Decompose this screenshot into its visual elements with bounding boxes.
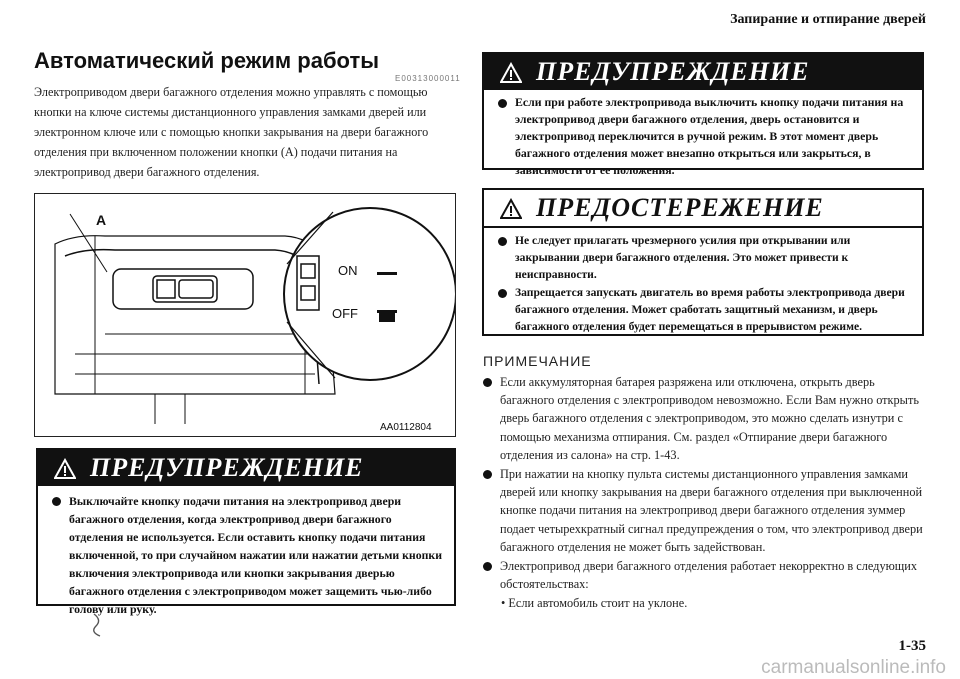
note-text: Если аккумуляторная батарея разряжена или отключена, открыть дверь багажного отделения с электроприводом невозможно. Если Вам нужно открыть дверь багажного отделения с электроприводом, это можно сделать изнутри с помощью механизма отпирания. См. раздел «Отпирание двери багажного отделения из салона» на стр. 1-43.: [500, 375, 919, 462]
bullet-icon: [498, 99, 507, 108]
bullet-icon: [498, 237, 507, 246]
figure-label-a: A: [96, 212, 107, 228]
notes-list: [483, 373, 923, 613]
warning-triangle-icon: [54, 457, 76, 479]
caution-text: Запрещается запускать двигатель во время работы электропривода двери багажного отделения. Может сработать защитный механизм, и дверь багажного отделения будет перемещаться в прерывистом режиме.: [515, 286, 905, 333]
warning-box-left: [36, 448, 456, 616]
note-heading: ПРИМЕЧАНИЕ: [483, 353, 592, 369]
section-code: E00313000011: [395, 74, 461, 83]
figure-label-off: OFF: [332, 306, 358, 321]
switch-illustration: [35, 194, 456, 437]
intro-paragraph: Электроприводом двери багажного отделения можно управлять с помощью кнопки на ключе системы дистанционного управления замками дверей или электронном ключе или с помощью кнопки закрывания на двери багажного отделения при включенном положении кнопки (А) подачи питания на электропривод двери багажного отделения.: [34, 85, 429, 179]
section-title: Автоматический режим работы: [34, 48, 380, 73]
caution-item: [498, 232, 910, 283]
figure-label-on: ON: [338, 263, 358, 278]
bullet-icon: [498, 289, 507, 298]
note-subitem: • Если автомобиль стоит на уклоне.: [501, 596, 688, 611]
bullet-icon: [483, 470, 492, 479]
warning-header: [38, 450, 454, 486]
warning-item: [498, 94, 910, 179]
warning-text: Выключайте кнопку подачи питания на электропривод двери багажного отделения, когда электропривод двери багажного отделения не используется. Если оставить кнопку подачи питания включенной, то при случайном нажатии или нажатии детьми кнопки включения электропривода или кнопки закрывания дверью багажного отделения с электроприводом может защемить чью-либо голову или руку.: [69, 494, 443, 616]
note-item: [483, 465, 923, 556]
bullet-icon: [483, 378, 492, 387]
bullet-icon: [52, 497, 61, 506]
warning-item: [52, 492, 442, 618]
note-text: Электропривод двери багажного отделения работает некорректно в следующих обстоятельствах:: [500, 559, 917, 592]
warning-header: [484, 54, 922, 90]
caution-header: [484, 190, 922, 228]
note-text: При нажатии на кнопку пульта системы дистанционного управления замками дверей или кнопку закрывания на двери багажного отделения при выключенной кнопке подачи питания на электропривод двери багажного отделения зуммер подает четырехкратный сигнал предупреждения о том, что электропривод двери багажного отделения не может быть задействован.: [500, 467, 923, 554]
tailgate-switch-figure: [34, 193, 456, 437]
watermark: carmanualsonline.info: [761, 657, 946, 678]
note-item: [483, 373, 923, 464]
page-number: 1-35: [898, 638, 926, 654]
warning-text: Если при работе электропривода выключить кнопку подачи питания на электропривод двери багажного отделения, дверь остановится и электропривод переключится в ручной режим. В этот момент дверь багажного отделения может внезапно открыться или закрыться, в зависимости от ее положения.: [515, 95, 904, 177]
warning-box-right: [482, 52, 924, 177]
warning-title: ПРЕДУПРЕЖДЕНИЕ: [536, 57, 810, 86]
warning-title: ПРЕДУПРЕЖДЕНИЕ: [90, 453, 364, 482]
page-header: Запирание и отпирание дверей: [730, 12, 926, 27]
caution-text: Не следует прилагать чрезмерного усилия при открывании или закрывании двери багажного отделения. Это может привести к неисправности.: [515, 234, 851, 281]
scribble-mark: [88, 612, 108, 644]
warning-triangle-icon: [500, 61, 522, 83]
note-item: [483, 557, 923, 593]
figure-code: AA0112804: [380, 422, 432, 433]
bullet-icon: [483, 562, 492, 571]
caution-triangle-icon: [500, 197, 522, 219]
caution-item: [498, 284, 910, 335]
caution-box: [482, 188, 924, 336]
caution-title: ПРЕДОСТЕРЕЖЕНИЕ: [536, 193, 824, 222]
